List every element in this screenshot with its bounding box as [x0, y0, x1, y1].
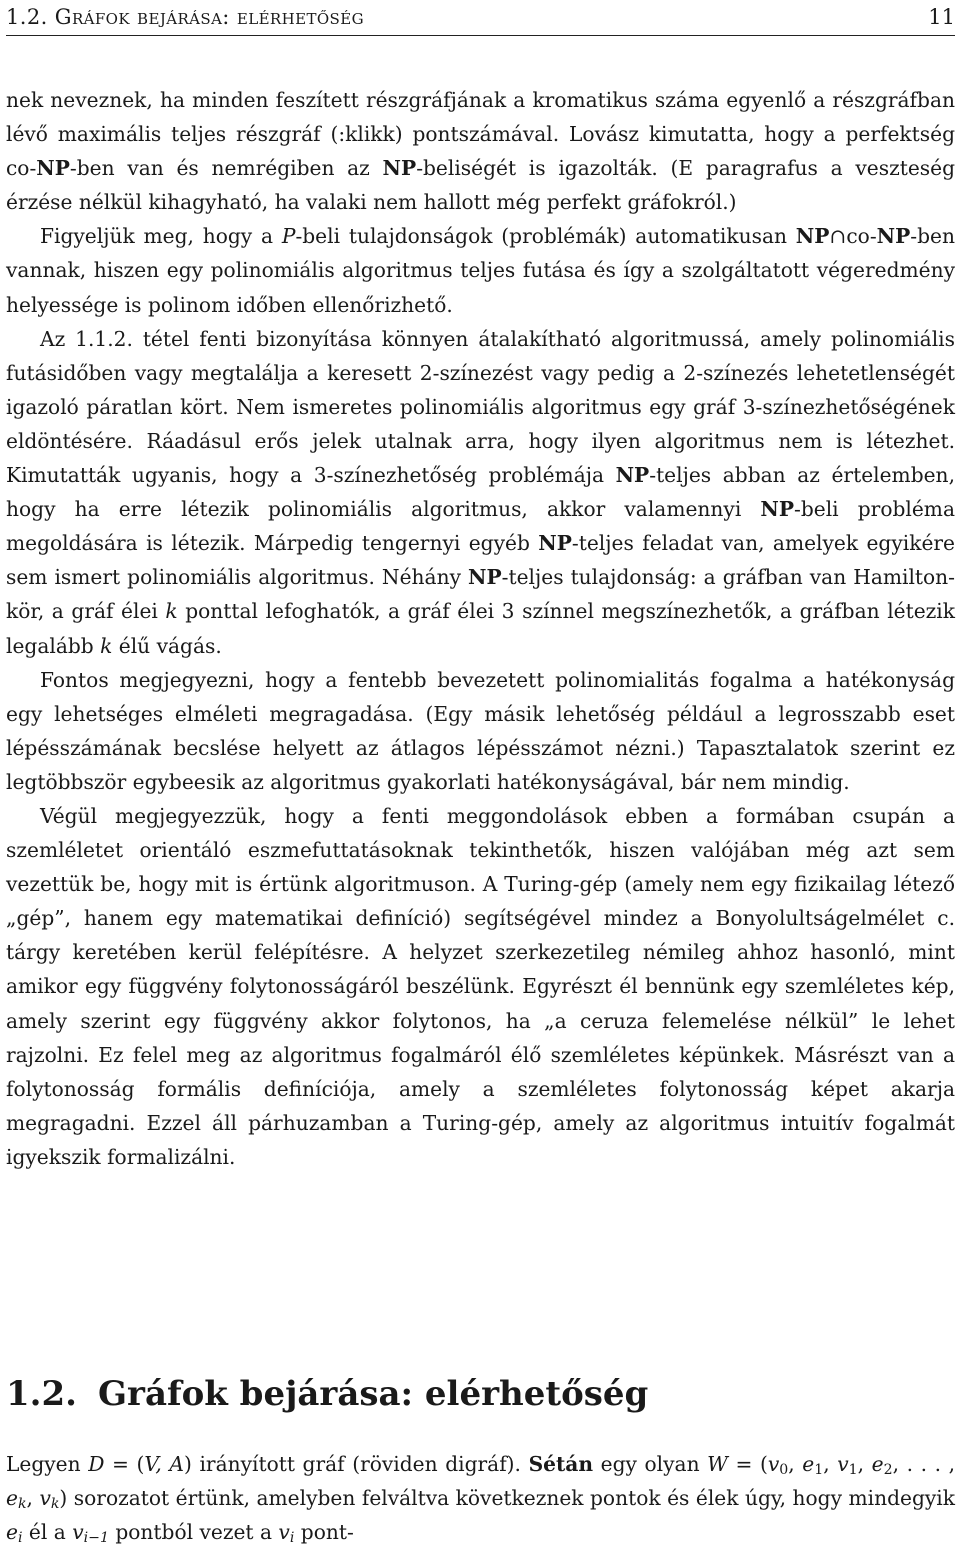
text-run: Fontos megjegyezni, hogy a fentebb bevezetett polinomialitás fogalma a hatékonyság egy lehetséges elméleti megragadása. (Egy másik lehetőség például a legrosszabb eset lépésszámának becslése helyett az átlagos lépésszámot nézni.) Tapasztalatok szerint ez legtöbbször egybeesik az algoritmus gyakorlati hatékonyságával, bár nem mindig. — [6, 667, 955, 794]
text-run: e — [802, 1452, 815, 1476]
text-run: , — [26, 1486, 40, 1511]
paragraph — [6, 663, 955, 799]
text-run: NP — [760, 497, 795, 522]
text-run: pontból vezet a — [108, 1520, 279, 1545]
text-run: , . . . , — [892, 1452, 956, 1476]
text-run: co- — [846, 224, 877, 249]
header-section-number: 1.2. — [6, 5, 48, 29]
text-run: élű vágás. — [112, 633, 222, 658]
text-run: -beliségét is igazolták. (E paragrafus a veszteség érzése nélkül kihagyható, ha valaki nem hallott még perfekt gráfokról.) — [6, 156, 956, 215]
text-run: i−1 — [83, 1530, 109, 1547]
text-run: i — [17, 1530, 23, 1547]
text-run: e — [871, 1452, 884, 1476]
text-run: NP — [382, 156, 417, 181]
text-run: D — [88, 1452, 105, 1476]
text-run: , — [788, 1452, 803, 1476]
text-run: v — [837, 1452, 849, 1476]
text-run: v — [39, 1486, 51, 1511]
text-run: k — [100, 633, 113, 658]
text-run: 0 — [779, 1462, 789, 1478]
text-run: v — [278, 1520, 290, 1545]
text-run: él a — [22, 1520, 73, 1545]
text-run: NP — [468, 565, 502, 590]
text-run: ) sorozatot értünk, amelyben felváltva következnek pontok és élek úgy, hogy mindegyik — [59, 1486, 955, 1511]
text-run: Figyeljük meg, hogy a — [40, 224, 282, 249]
text-run: ponttal lefoghatók, a gráf élei 3 színnel megszínezhetők, a gráfban létezik legalább — [6, 599, 955, 658]
text-run: e — [6, 1520, 18, 1545]
paragraph — [6, 322, 955, 663]
text-run: P — [281, 224, 296, 249]
text-run: NP — [615, 463, 650, 488]
text-run: egy olyan — [593, 1452, 708, 1476]
text-run: -teljes abban az értelemben, hogy ha erre létezik polinomiális algoritmus, akkor valamennyi — [6, 463, 955, 522]
text-run: Legyen — [6, 1452, 89, 1476]
paragraph — [6, 219, 955, 321]
text-run: Az 1.1.2. tétel fenti bizonyítása könnyen átalakítható algoritmussá, amely polinomiális futásidőben vagy megtalálja a keresett 2-színezést vagy pedig a 2-színezés lehetetlenségét igazoló páratlan kört. Nem ismeretes polinomiális algoritmus egy gráf 3-színezhetőségének eldöntésére. Ráadásul erős jelek utalnak arra, hogy ilyen algoritmus nem is létezhet. Kimutatták ugyanis, hogy a 3-színezhetőség problémája — [6, 326, 955, 488]
text-run: NP — [795, 224, 830, 249]
text-run: NP — [538, 531, 572, 556]
paragraph — [6, 83, 955, 219]
text-run: -ben vannak, hiszen egy polinomiális algoritmus teljes futása és így a szolgáltatott végeredmény helyessége is polinom időben ellenőrizhető. — [6, 224, 955, 317]
text-run: pont- — [294, 1520, 354, 1545]
section-number: 1.2. — [6, 1374, 77, 1414]
text-run: k — [50, 1496, 60, 1513]
text-run: ) irányított gráf (röviden digráf). — [184, 1452, 529, 1476]
body-text — [6, 83, 955, 1174]
text-run: ∩ — [829, 224, 847, 249]
text-run: nek neveznek, ha minden feszített részgráfjának a kromatikus száma egyenlő a részgráfban lévő maximális teljes részgráf (:klikk) pontszámával. Lovász kimutatta, hogy a perfektség co- — [6, 88, 955, 181]
text-run: Végül megjegyezzük, hogy a fenti meggondolások ebben a formában csupán a szemléletet orientáló eszmefuttatásoknak tekinthetők, hiszen valójában még azt sem vezettük be, hogy mit is értünk algoritmuson. A Turing-gép (amely nem egy fizikailag létező „gép”, hanem egy matematikai definíció) segítségével mindez a Bonyolultságelmélet c. tárgy keretében kerül felépítésre. A helyzet szerkezetileg némileg ahhoz hasonló, mint amikor egy függvény folytonosságáról beszélünk. Egyrészt él bennünk egy szemléletes kép, amely szerint egy függvény akkor folytonos, ha „a ceruza felemelése nélkül” le lehet rajzolni. Ez felel meg az algoritmus fogalmáról élő szemléletes képünkek. Másrészt van a folytonosság formális definíciója, amely a szemléletes folytonosság képet akarja megragadni. Ezzel áll párhuzamban a Turing-gép, amely az algoritmus intuitív fogalmát igyekszik formalizálni. — [6, 803, 955, 1169]
text-run: -teljes feladat van, amelyek egyikére sem ismert polinomiális algoritmus. Néhány — [6, 531, 955, 590]
text-run: 1 — [814, 1462, 824, 1478]
text-run: NP — [36, 156, 70, 181]
text-run: k — [165, 599, 178, 624]
paragraph — [6, 1447, 955, 1549]
header-section-title: Gráfok bejárása: elérhetőség — [54, 5, 364, 29]
text-run: = ( — [104, 1452, 145, 1476]
text-run: , — [823, 1452, 838, 1476]
section-title: Gráfok bejárása: elérhetőség — [98, 1374, 649, 1414]
page-number: 11 — [928, 5, 955, 29]
text-run: 1 — [848, 1462, 858, 1478]
paragraph — [6, 799, 955, 1174]
text-run: 2 — [883, 1462, 893, 1478]
text-run: -beli tulajdonságok (problémák) automatikusan — [295, 224, 796, 249]
text-run: -ben van és nemrégiben az — [69, 156, 383, 181]
section-body-text — [6, 1447, 955, 1549]
text-run: k — [17, 1496, 27, 1513]
text-run: W — [707, 1452, 728, 1476]
header-section-label — [6, 2, 364, 32]
text-run: NP — [876, 224, 911, 249]
running-header — [6, 2, 955, 32]
text-run: Sétán — [528, 1452, 594, 1476]
text-run: i — [289, 1530, 295, 1547]
text-run: v — [767, 1452, 780, 1476]
header-rule — [6, 35, 955, 36]
section-heading — [6, 1372, 955, 1416]
text-run: e — [6, 1486, 18, 1511]
text-run: v — [72, 1520, 84, 1545]
text-run: V, A — [144, 1452, 185, 1476]
text-run: , — [857, 1452, 872, 1476]
text-run: -beli probléma megoldására is létezik. Márpedig tengernyi egyéb — [6, 497, 955, 556]
text-run: = ( — [727, 1452, 768, 1476]
text-run: -teljes tulajdonság: a gráfban van Hamilton-kör, a gráf élei — [6, 565, 955, 624]
